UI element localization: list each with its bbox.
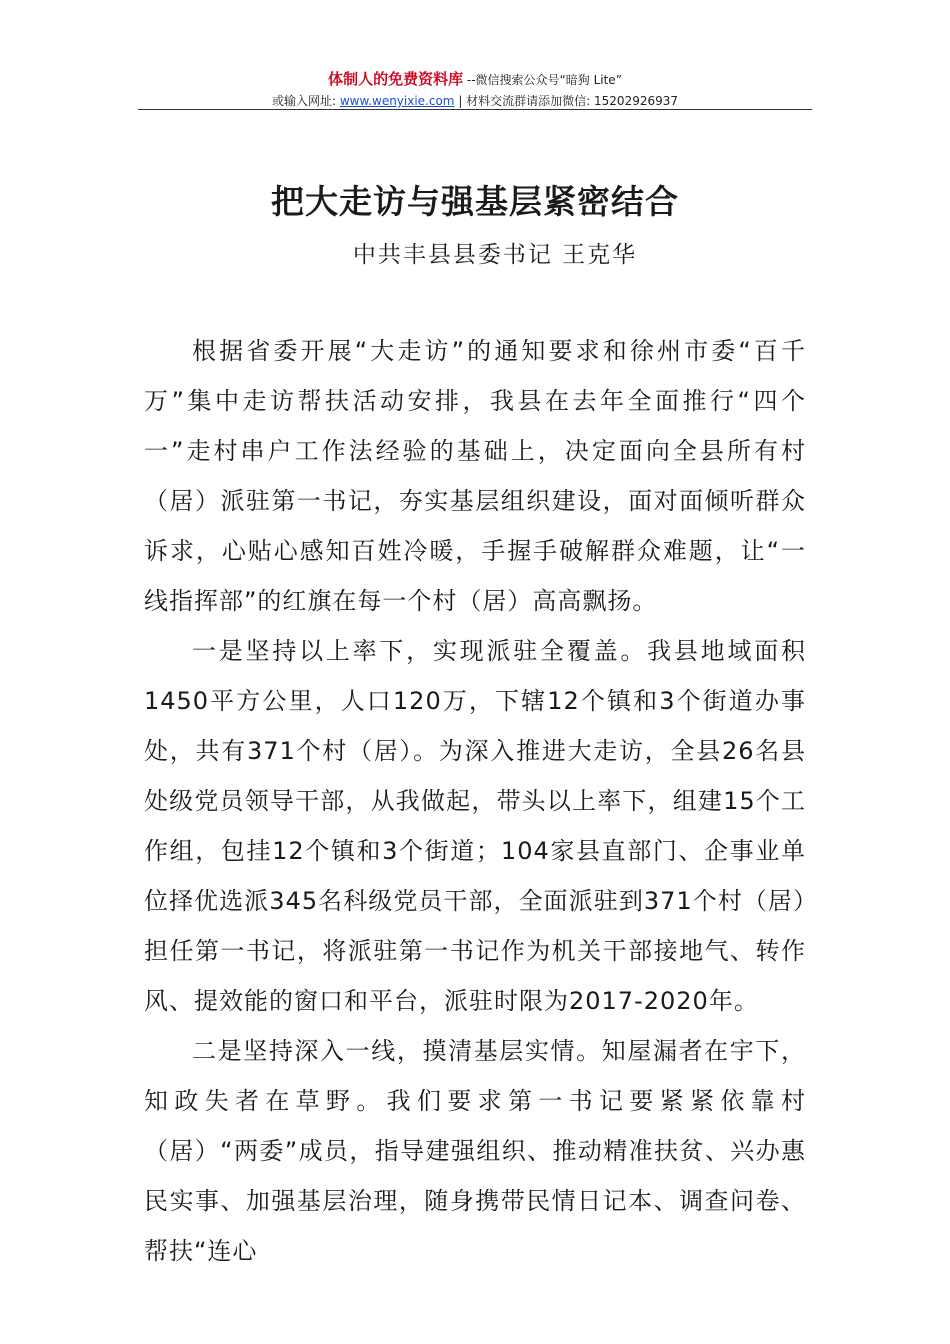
document-body xyxy=(144,326,806,1276)
header-brand: 体制人的免费资料库 xyxy=(328,70,464,88)
header-url-prefix: 或输入网址: xyxy=(271,94,340,108)
paragraph-2: 一是坚持以上率下，实现派驻全覆盖。我县地域面积1450平方公里，人口120万，下辖12个镇和3个街道办事处，共有371个村（居）。为深入推进大走访，全县26名县处级党员领导干部，从我做起，带头以上率下，组建15个工作组，包挂12个镇和3个街道；104家县直部门、企事业单位择优选派345名科级党员干部，全面派驻到371个村（居）担任第一书记，将派驻第一书记作为机关干部接地气、转作风、提效能的窗口和平台，派驻时限为2017-2020年。 xyxy=(144,637,806,1015)
header-contact: | 材料交流群请添加微信: 15202926937 xyxy=(454,94,679,108)
document-author: 中共丰县县委书记 王克华 xyxy=(352,242,638,268)
header-link[interactable]: www.wenyixie.com xyxy=(339,94,455,108)
header-line-1 xyxy=(138,70,812,89)
header-line-2 xyxy=(138,92,812,109)
header-tagline: --微信搜索公众号“暗狗 Lite” xyxy=(463,73,622,87)
document-title: 把大走访与强基层紧密结合 xyxy=(271,182,679,221)
paragraph-1: 根据省委开展“大走访”的通知要求和徐州市委“百千万”集中走访帮扶活动安排，我县在去年全面推行“四个一”走村串户工作法经验的基础上，决定面向全县所有村（居）派驻第一书记，夯实基层组织建设，面对面倾听群众诉求，心贴心感知百姓冷暖，手握手破解群众难题，让“一线指挥部”的红旗在每一个村（居）高高飘扬。 xyxy=(144,337,806,615)
header-divider xyxy=(138,109,812,110)
page-header xyxy=(138,70,812,109)
paragraph-3: 二是坚持深入一线，摸清基层实情。知屋漏者在宇下，知政失者在草野。我们要求第一书记要紧紧依靠村（居）“两委”成员，指导建强组织、推动精准扶贫、兴办惠民实事、加强基层治理，随身携带民情日记本、调查问卷、帮扶“连心 xyxy=(144,1037,806,1265)
